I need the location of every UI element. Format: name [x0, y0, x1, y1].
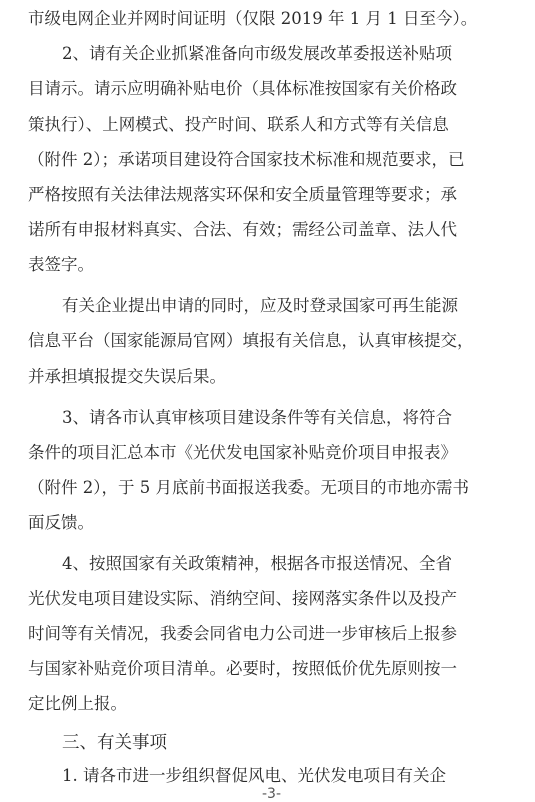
line-text: 光伏发电项目建设实际、消纳空间、接网落实条件以及投产: [28, 589, 457, 608]
section-heading-text: 三、有关事项: [62, 733, 167, 753]
line-text: 严格按照有关法律法规落实环保和安全质量管理等要求；承: [28, 185, 457, 204]
line-text: 1. 请各市进一步组织督促风电、光伏发电项目有关企: [62, 766, 446, 785]
text-line: [0, 549, 535, 579]
section-heading: [0, 728, 535, 758]
text-line: [0, 689, 535, 719]
line-text: 信息平台（国家能源局官网）填报有关信息，认真审核提交，: [28, 331, 474, 350]
line-text: 定比例上报。: [28, 694, 127, 713]
text-line: [0, 508, 535, 538]
page-number: -3-: [262, 786, 282, 802]
text-line: [0, 180, 535, 210]
text-line: [0, 438, 535, 468]
line-text: 有关企业提出申请的同时，应及时登录国家可再生能源: [62, 296, 458, 315]
line-text: 时间等有关情况，我委会同省电力公司进一步审核后上报参: [28, 624, 457, 643]
text-line: [0, 250, 535, 280]
text-line: [0, 4, 535, 34]
text-line: [0, 74, 535, 104]
line-text: 4、按照国家有关政策精神，根据各市报送情况、全省: [62, 554, 452, 573]
text-line: [0, 619, 535, 649]
text-line: [0, 215, 535, 245]
text-line: [0, 654, 535, 684]
line-text: （附件 2）；承诺项目建设符合国家技术标准和规范要求，已: [28, 150, 465, 169]
text-line: [0, 145, 535, 175]
line-text: 策执行）、上网模式、投产时间、联系人和方式等有关信息: [28, 115, 449, 134]
line-text: 面反馈。: [28, 513, 94, 532]
line-text: 市级电网企业并网时间证明（仅限 2019 年 1 月 1 日至今）。: [28, 9, 478, 28]
text-line: [0, 110, 535, 140]
line-text: （附件 2），于 5 月底前书面报送我委。无项目的市地亦需书: [28, 478, 469, 497]
line-text: 条件的项目汇总本市《光伏发电国家补贴竞价项目申报表》: [28, 443, 457, 462]
text-line: [0, 362, 535, 392]
line-text: 诺所有申报材料真实、合法、有效；需经公司盖章、法人代: [28, 220, 457, 239]
line-text: 目请示。请示应明确补贴电价（具体标准按国家有关价格政: [28, 79, 457, 98]
text-line: [0, 473, 535, 503]
line-text: 3、请各市认真审核项目建设条件等有关信息，将符合: [62, 408, 452, 427]
text-line: [0, 39, 535, 69]
text-line: [0, 291, 535, 321]
text-line: [0, 326, 535, 356]
line-text: 表签字。: [28, 255, 94, 274]
line-text: 与国家补贴竞价项目清单。必要时，按照低价优先原则按一: [28, 659, 457, 678]
line-text: 2、请有关企业抓紧准备向市级发展改革委报送补贴项: [62, 44, 452, 63]
line-text: 并承担填报提交失误后果。: [28, 367, 226, 386]
text-line: [0, 403, 535, 433]
text-line: [0, 584, 535, 614]
